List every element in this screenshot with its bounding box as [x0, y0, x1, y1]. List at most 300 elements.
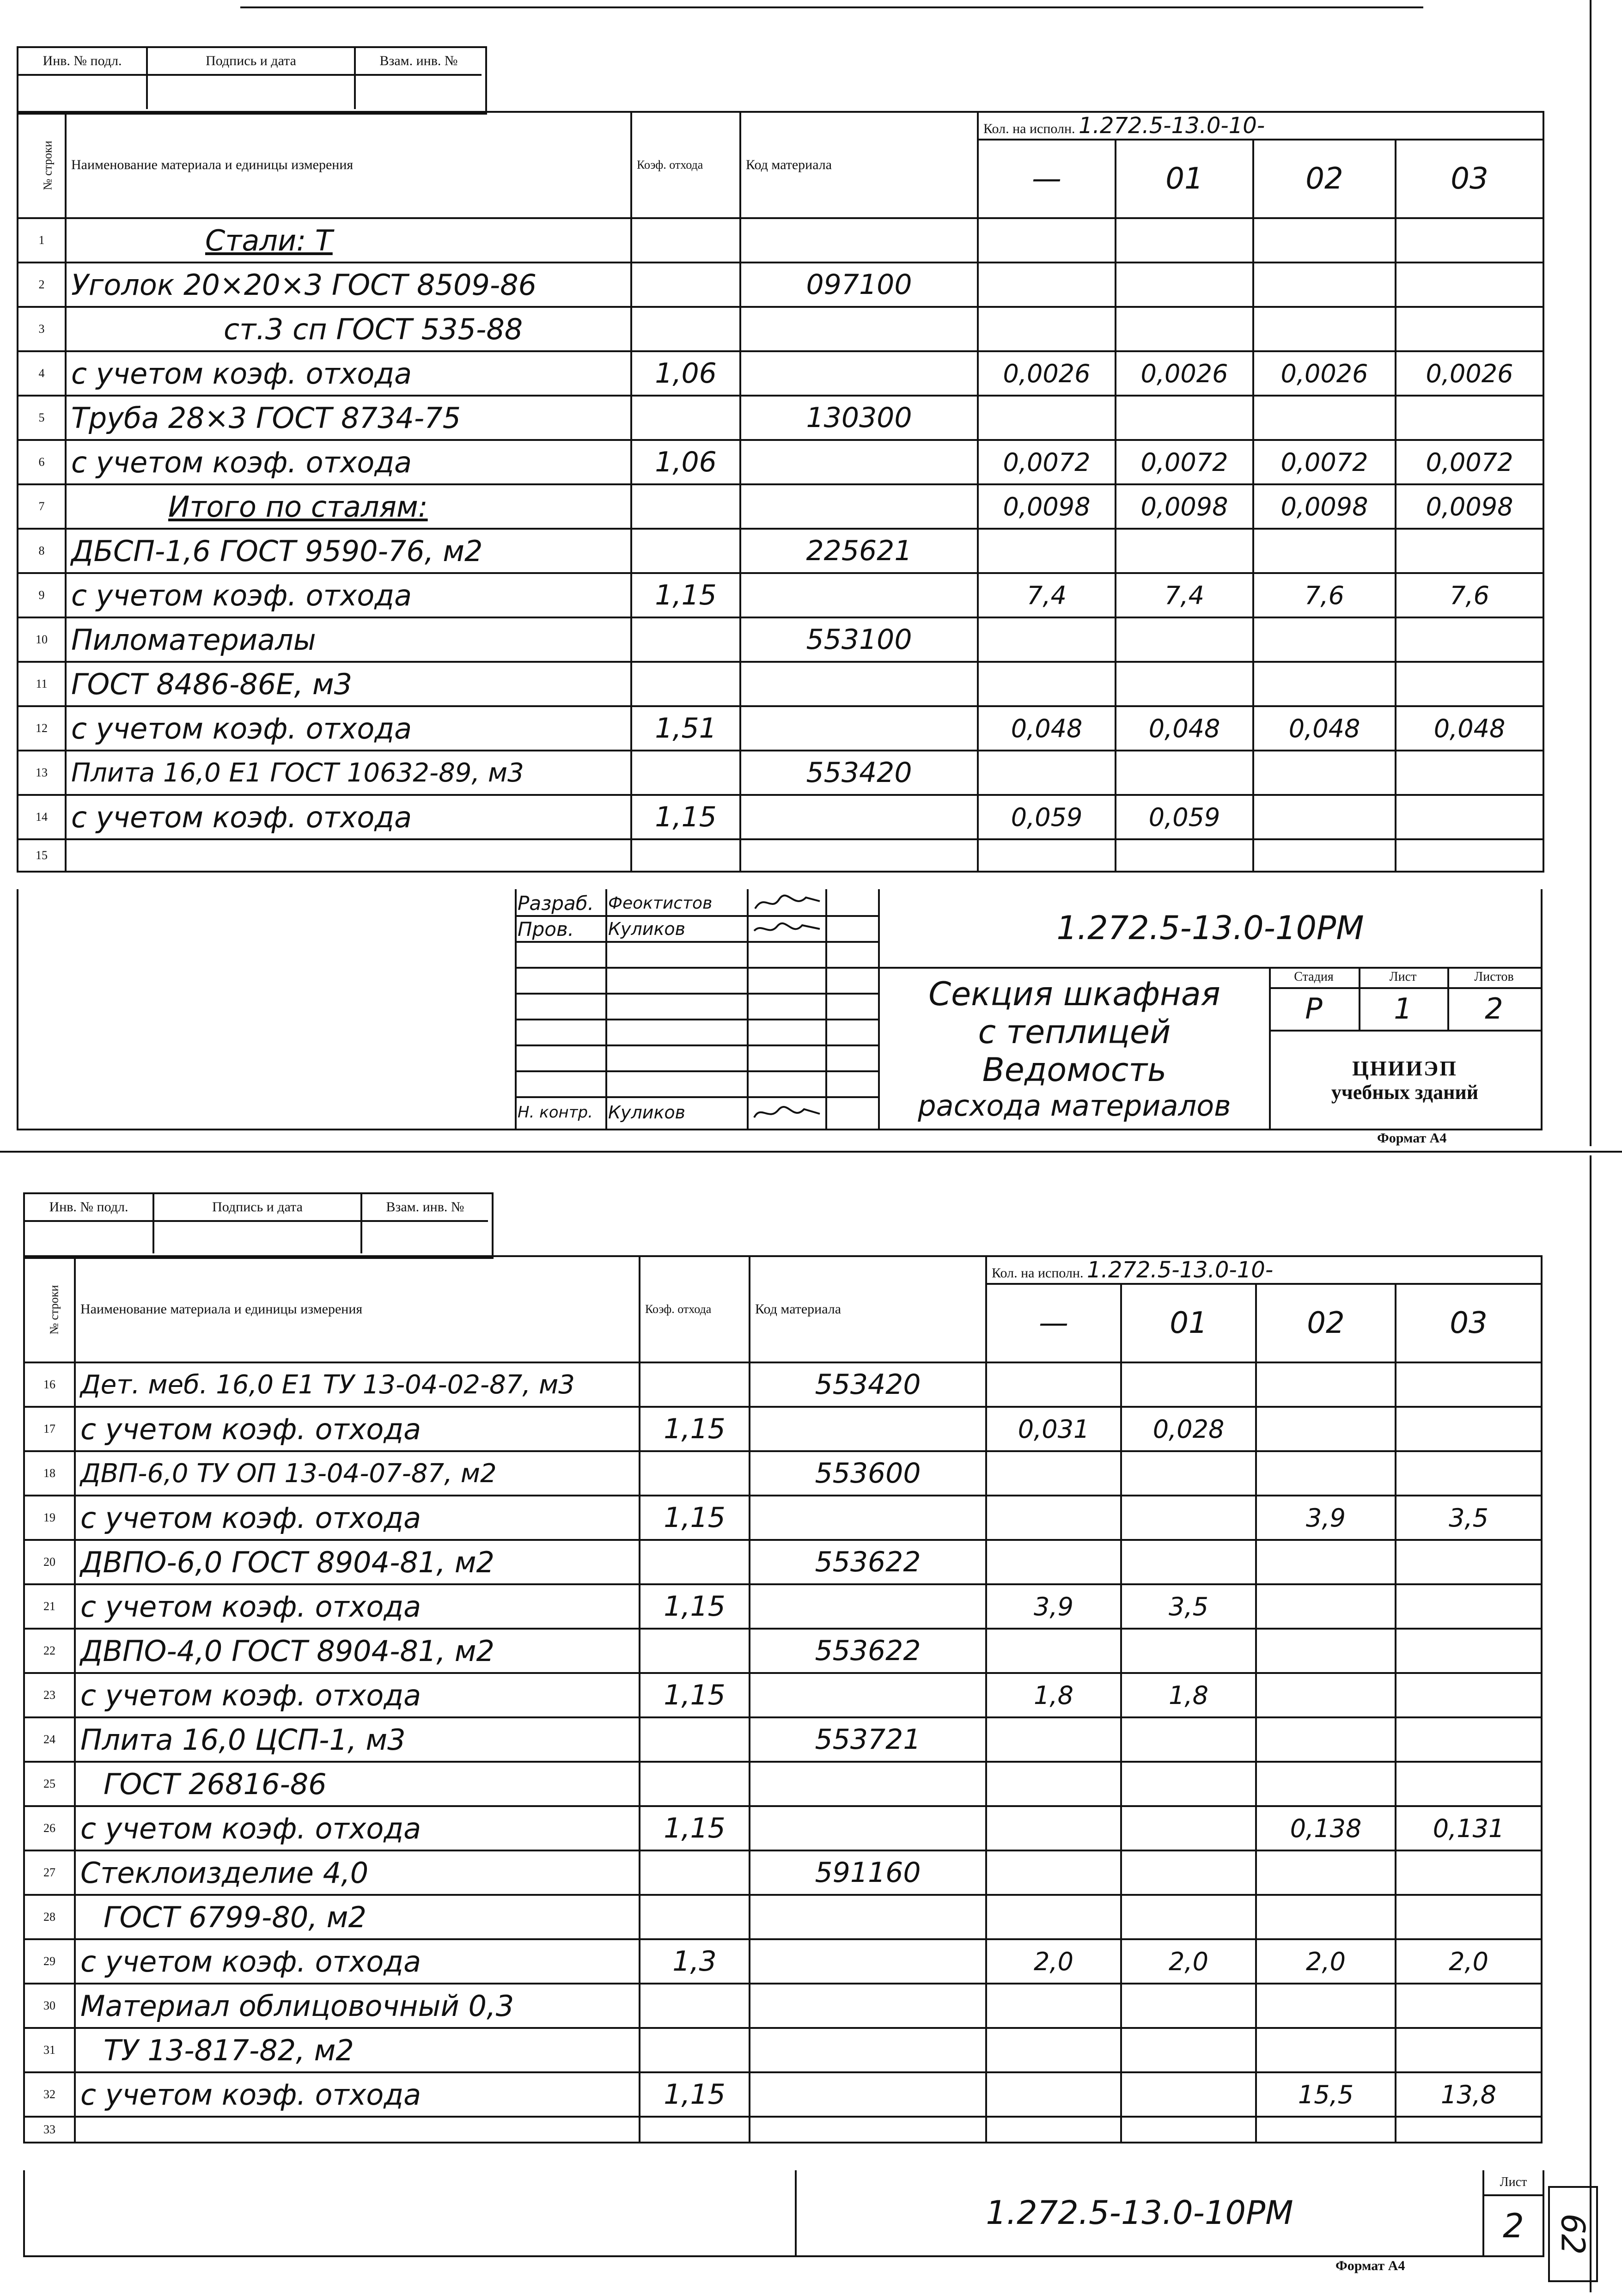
title-line-1: Секция шкафная: [928, 975, 1220, 1013]
row-value-03: [1396, 263, 1543, 307]
row-value-03: 0,0026: [1396, 351, 1543, 396]
table-row: [24, 1673, 1542, 1717]
row-value-03: 0,048: [1396, 706, 1543, 751]
row-value-base: 0,048: [978, 706, 1116, 751]
row-value-03: [1396, 617, 1543, 662]
razrab-label: Разраб.: [518, 892, 594, 915]
row-name: Труба 28×3 ГОСТ 8734-75: [66, 396, 631, 440]
row-number: 33: [24, 2117, 75, 2143]
sheet-2: [0, 1155, 1622, 2296]
stage-label: Стадия: [1294, 970, 1334, 984]
row-number: 19: [24, 1496, 75, 1540]
row-coef: [640, 2028, 750, 2072]
row-value-base: [978, 218, 1116, 263]
row-name: Плита 16,0 ЦСП-1, м3: [75, 1717, 640, 1762]
signature-block: [23, 1192, 494, 1259]
row-value-03: [1396, 529, 1543, 573]
table-row: [18, 307, 1543, 351]
row-value-base: [978, 617, 1116, 662]
row-value-01: [1116, 662, 1253, 706]
row-value-base: [986, 1806, 1121, 1850]
row-value-03: [1396, 1895, 1542, 1939]
prov-name: Куликов: [608, 919, 686, 939]
row-number: 13: [18, 751, 66, 795]
row-code: [750, 2117, 986, 2143]
row-code: [750, 2028, 986, 2072]
row-name: с учетом коэф. отхода: [66, 573, 631, 617]
row-value-02: [1256, 2028, 1396, 2072]
signature-nkontr: [750, 1100, 824, 1126]
row-coef: 1,06: [631, 440, 740, 484]
row-value-base: [978, 307, 1116, 351]
row-value-base: 0,0026: [978, 351, 1116, 396]
variant-header-base: —: [978, 140, 1116, 218]
row-coef: [631, 484, 740, 529]
row-code: [750, 1806, 986, 1850]
row-number: 4: [18, 351, 66, 396]
code-header: Код материала: [750, 1256, 986, 1362]
row-coef: 1,15: [631, 573, 740, 617]
row-code: [750, 1984, 986, 2028]
quantity-doc-code: 1.272.5-13.0-10-: [1079, 113, 1265, 139]
sheet-separator: [0, 1151, 1622, 1153]
row-value-03: [1396, 1540, 1542, 1584]
row-value-01: 2,0: [1121, 1939, 1256, 1984]
materials-table-2: [23, 1255, 1543, 2143]
row-code: [750, 1496, 986, 1540]
row-code: 591160: [750, 1850, 986, 1895]
row-coef: [640, 1540, 750, 1584]
row-value-01: 3,5: [1121, 1584, 1256, 1629]
row-value-base: [986, 2028, 1121, 2072]
top-border-line: [240, 6, 1423, 8]
row-code: 130300: [740, 396, 978, 440]
row-number: 2: [18, 263, 66, 307]
row-number: 20: [24, 1540, 75, 1584]
row-value-03: [1396, 307, 1543, 351]
row-coef: [640, 1895, 750, 1939]
doc-code-2: 1.272.5-13.0-10РМ: [986, 2194, 1293, 2232]
row-code: [740, 440, 978, 484]
row-value-base: [978, 751, 1116, 795]
row-number: 26: [24, 1806, 75, 1850]
table-row: [24, 1584, 1542, 1629]
row-number: 21: [24, 1584, 75, 1629]
row-coef: [631, 617, 740, 662]
table-row: [18, 351, 1543, 396]
row-value-03: [1396, 218, 1543, 263]
row-value-base: [986, 2072, 1121, 2117]
row-name: Плита 16,0 Е1 ГОСТ 10632-89, м3: [66, 751, 631, 795]
variant-header-03: 03: [1396, 140, 1543, 218]
row-value-base: 7,4: [978, 573, 1116, 617]
tb-divider: [605, 889, 607, 1129]
row-value-base: [986, 1850, 1121, 1895]
tb-line: [515, 993, 878, 995]
row-number-header: № строки: [18, 112, 66, 218]
tb-divider: [747, 889, 749, 1129]
row-number: 27: [24, 1850, 75, 1895]
row-code: [750, 1939, 986, 1984]
row-number: 18: [24, 1451, 75, 1496]
row-value-02: 2,0: [1256, 1939, 1396, 1984]
row-value-02: [1253, 263, 1396, 307]
row-value-01: [1116, 218, 1253, 263]
organization: [1269, 1032, 1541, 1129]
row-name: ГОСТ 26816-86: [75, 1762, 640, 1806]
row-coef: 1,51: [631, 706, 740, 751]
row-coef: 1,15: [640, 1584, 750, 1629]
row-value-base: [986, 1362, 1121, 1407]
row-value-base: 0,0098: [978, 484, 1116, 529]
row-value-base: [978, 263, 1116, 307]
row-number: 28: [24, 1895, 75, 1939]
table-row: [18, 751, 1543, 795]
table-row: [24, 1762, 1542, 1806]
page-number: 62: [1554, 2213, 1592, 2255]
row-value-03: [1396, 2117, 1542, 2143]
table-row: [24, 2072, 1542, 2117]
row-value-01: [1116, 263, 1253, 307]
row-name: [66, 839, 631, 872]
table-row: [24, 1629, 1542, 1673]
row-value-02: [1256, 1629, 1396, 1673]
row-value-base: [986, 1717, 1121, 1762]
row-coef: [631, 662, 740, 706]
row-name: Итого по сталям:: [66, 484, 631, 529]
row-value-03: [1396, 2028, 1542, 2072]
row-value-02: [1256, 1407, 1396, 1451]
table-row: [18, 706, 1543, 751]
row-value-01: [1116, 839, 1253, 872]
row-number: 17: [24, 1407, 75, 1451]
row-name: с учетом коэф. отхода: [66, 795, 631, 839]
row-code: [750, 1584, 986, 1629]
row-coef: [631, 263, 740, 307]
row-name: ДВПО-6,0 ГОСТ 8904-81, м2: [75, 1540, 640, 1584]
row-value-03: 3,5: [1396, 1496, 1542, 1540]
row-value-03: [1396, 1850, 1542, 1895]
tb-divider: [515, 889, 517, 1129]
row-value-02: [1253, 839, 1396, 872]
row-value-02: [1253, 218, 1396, 263]
row-value-01: [1121, 2028, 1256, 2072]
row-number: 30: [24, 1984, 75, 2028]
table-row: [18, 263, 1543, 307]
row-number: 23: [24, 1673, 75, 1717]
table-row: [18, 617, 1543, 662]
row-code: [740, 706, 978, 751]
code-header: Код материала: [740, 112, 978, 218]
row-coef: [631, 396, 740, 440]
row-number: 1: [18, 218, 66, 263]
row-value-03: [1396, 1584, 1542, 1629]
row-value-02: [1256, 1850, 1396, 1895]
row-coef: [631, 307, 740, 351]
row-value-base: [986, 1540, 1121, 1584]
title-block-2: [23, 2170, 1544, 2257]
row-name: [75, 2117, 640, 2143]
name-header: Наименование материала и единицы измерения: [66, 112, 631, 218]
row-number: 6: [18, 440, 66, 484]
row-number: 10: [18, 617, 66, 662]
row-value-01: 0,048: [1116, 706, 1253, 751]
table-row: [24, 1717, 1542, 1762]
row-value-03: [1396, 1629, 1542, 1673]
row-name: ДВПО-4,0 ГОСТ 8904-81, м2: [75, 1629, 640, 1673]
row-value-03: 7,6: [1396, 573, 1543, 617]
row-value-03: [1396, 795, 1543, 839]
row-value-02: [1256, 1984, 1396, 2028]
table-row: [24, 1407, 1542, 1451]
row-name: с учетом коэф. отхода: [75, 1673, 640, 1717]
name-header: Наименование материала и единицы измерения: [75, 1256, 640, 1362]
row-value-01: 0,0098: [1116, 484, 1253, 529]
row-number: 29: [24, 1939, 75, 1984]
row-coef: [640, 1850, 750, 1895]
row-code: 097100: [740, 263, 978, 307]
row-number: 8: [18, 529, 66, 573]
coef-header: Коэф. отхода: [640, 1256, 750, 1362]
row-name: с учетом коэф. отхода: [75, 1806, 640, 1850]
row-value-01: [1121, 1984, 1256, 2028]
row-value-01: [1121, 1540, 1256, 1584]
row-value-02: [1253, 662, 1396, 706]
signature-prov: [750, 917, 824, 940]
row-name: Уголок 20×20×3 ГОСТ 8509-86: [66, 263, 631, 307]
row-value-02: [1253, 795, 1396, 839]
variant-header-01: 01: [1116, 140, 1253, 218]
row-code: [740, 839, 978, 872]
document-title: [880, 969, 1269, 1129]
table-row: [24, 2028, 1542, 2072]
row-value-01: 0,0072: [1116, 440, 1253, 484]
row-value-03: [1396, 1984, 1542, 2028]
row-code: [740, 484, 978, 529]
replace-value: [362, 1222, 488, 1253]
row-code: [740, 573, 978, 617]
signature-razrab: [750, 891, 824, 914]
row-value-base: 0,031: [986, 1407, 1121, 1451]
row-value-01: [1121, 1895, 1256, 1939]
row-coef: 1,15: [640, 1496, 750, 1540]
variant-header-02: 02: [1256, 1284, 1396, 1362]
row-name: с учетом коэф. отхода: [75, 1584, 640, 1629]
table-row: [24, 1540, 1542, 1584]
row-coef: 1,15: [640, 1407, 750, 1451]
quantity-header: [978, 112, 1543, 140]
nkontr-label: Н. контр.: [518, 1103, 593, 1122]
row-coef: [640, 1717, 750, 1762]
row-value-03: [1396, 1407, 1542, 1451]
table-row: [24, 1362, 1542, 1407]
table-row: [24, 1984, 1542, 2028]
stage-value: Р: [1305, 991, 1323, 1026]
row-name: с учетом коэф. отхода: [66, 351, 631, 396]
replace-label: Взам. инв. №: [356, 48, 482, 76]
row-value-02: 3,9: [1256, 1496, 1396, 1540]
row-coef: [640, 1984, 750, 2028]
row-value-02: [1253, 396, 1396, 440]
format-label-2: Формат А4: [1335, 2258, 1405, 2273]
row-value-03: [1396, 1451, 1542, 1496]
row-value-02: [1256, 1451, 1396, 1496]
row-code: 225621: [740, 529, 978, 573]
row-value-base: [978, 529, 1116, 573]
row-value-02: [1253, 529, 1396, 573]
materials-table-1: [17, 111, 1544, 873]
variant-header-02: 02: [1253, 140, 1396, 218]
row-name: с учетом коэф. отхода: [75, 1407, 640, 1451]
nkontr-name: Куликов: [608, 1102, 686, 1123]
row-value-01: 0,028: [1121, 1407, 1256, 1451]
table-row: [24, 1496, 1542, 1540]
row-value-03: 0,131: [1396, 1806, 1542, 1850]
row-number: 14: [18, 795, 66, 839]
row-coef: [640, 1629, 750, 1673]
org-line-2: учебных зданий: [1331, 1081, 1479, 1104]
row-value-base: [986, 1496, 1121, 1540]
table-row: [18, 218, 1543, 263]
row-value-base: [978, 396, 1116, 440]
table-row: [24, 1939, 1542, 1984]
row-value-base: [986, 1984, 1121, 2028]
row-value-01: [1116, 307, 1253, 351]
row-code: [740, 218, 978, 263]
sign-label: Подпись и дата: [148, 48, 356, 76]
replace-value: [356, 76, 482, 109]
row-name: с учетом коэф. отхода: [75, 2072, 640, 2117]
table-row: [18, 795, 1543, 839]
row-value-01: [1121, 1629, 1256, 1673]
row-code: [750, 1762, 986, 1806]
table-row: [24, 1806, 1542, 1850]
row-value-03: 13,8: [1396, 2072, 1542, 2117]
row-value-02: [1256, 1673, 1396, 1717]
row-coef: 1,15: [640, 1673, 750, 1717]
tb-line: [515, 941, 878, 943]
row-value-02: 0,0026: [1253, 351, 1396, 396]
row-value-base: 0,0072: [978, 440, 1116, 484]
row-value-02: [1256, 1362, 1396, 1407]
row-code: 553622: [750, 1629, 986, 1673]
row-coef: 1,15: [640, 1806, 750, 1850]
table-row: [24, 1895, 1542, 1939]
row-value-base: [978, 839, 1116, 872]
tb-divider: [825, 889, 827, 1129]
row-value-02: [1256, 1762, 1396, 1806]
row-code: [740, 795, 978, 839]
row-value-base: [986, 1895, 1121, 1939]
row-name: ДБСП-1,6 ГОСТ 9590-76, м2: [66, 529, 631, 573]
tb-line: [515, 1019, 878, 1020]
replace-label: Взам. инв. №: [362, 1194, 488, 1222]
row-value-base: 3,9: [986, 1584, 1121, 1629]
row-value-02: [1256, 1540, 1396, 1584]
row-name: Дет. меб. 16,0 Е1 ТУ 13-04-02-87, м3: [75, 1362, 640, 1407]
row-value-03: 0,0072: [1396, 440, 1543, 484]
row-value-02: 0,0098: [1253, 484, 1396, 529]
title-line-4: расхода материалов: [918, 1088, 1231, 1123]
sheet-value-2: 2: [1503, 2206, 1524, 2245]
row-value-03: [1396, 1673, 1542, 1717]
row-value-base: 2,0: [986, 1939, 1121, 1984]
row-value-base: [986, 1629, 1121, 1673]
sheets-value: 2: [1485, 991, 1503, 1026]
row-value-02: 15,5: [1256, 2072, 1396, 2117]
row-code: 553721: [750, 1717, 986, 1762]
row-value-03: 2,0: [1396, 1939, 1542, 1984]
row-name: ГОСТ 8486-86Е, м3: [66, 662, 631, 706]
row-value-03: 0,0098: [1396, 484, 1543, 529]
variant-header-03: 03: [1396, 1284, 1542, 1362]
row-value-01: [1121, 1762, 1256, 1806]
sheet-label-2: Лист: [1500, 2175, 1527, 2189]
row-number: 9: [18, 573, 66, 617]
row-coef: 1,15: [640, 2072, 750, 2117]
sign-label: Подпись и дата: [154, 1194, 362, 1222]
row-name: с учетом коэф. отхода: [75, 1939, 640, 1984]
row-name: ТУ 13-817-82, м2: [75, 2028, 640, 2072]
right-border-line: [1590, 0, 1592, 1146]
row-code: 553420: [750, 1362, 986, 1407]
row-name: Стеклоизделие 4,0: [75, 1850, 640, 1895]
row-value-03: [1396, 662, 1543, 706]
title-line-3: Ведомость: [982, 1050, 1167, 1089]
row-coef: 1,06: [631, 351, 740, 396]
razrab-name: Феоктистов: [608, 893, 713, 913]
row-code: 553622: [750, 1540, 986, 1584]
row-value-base: [986, 1451, 1121, 1496]
table-row: [18, 440, 1543, 484]
row-value-01: [1121, 2072, 1256, 2117]
row-number: 22: [24, 1629, 75, 1673]
sheet2-rows: [24, 1362, 1542, 2143]
row-value-base: [978, 662, 1116, 706]
sheet-label: Лист: [1389, 970, 1417, 984]
tb-line: [515, 1044, 878, 1046]
quantity-header: [986, 1256, 1542, 1284]
row-number-header: № строки: [24, 1256, 75, 1362]
row-coef: 1,3: [640, 1939, 750, 1984]
inv-label: Инв. № подл.: [25, 1194, 154, 1222]
row-value-01: [1121, 1362, 1256, 1407]
row-name: Пиломатериалы: [66, 617, 631, 662]
row-coef: [631, 529, 740, 573]
tb-line: [515, 1070, 878, 1072]
row-value-01: 1,8: [1121, 1673, 1256, 1717]
format-label-1: Формат А4: [1377, 1130, 1447, 1146]
inv-value: [25, 1222, 154, 1253]
row-coef: 1,15: [631, 795, 740, 839]
quantity-label: Кол. на исполн.: [983, 121, 1075, 136]
row-value-03: [1396, 396, 1543, 440]
row-value-02: 0,0072: [1253, 440, 1396, 484]
page-number-box: [1548, 2186, 1598, 2282]
sheet1-rows: [18, 218, 1543, 872]
row-code: [740, 307, 978, 351]
row-number: 3: [18, 307, 66, 351]
row-coef: [631, 751, 740, 795]
row-value-01: 0,0026: [1116, 351, 1253, 396]
row-code: 553100: [740, 617, 978, 662]
signature-block: [17, 46, 487, 115]
row-number: 7: [18, 484, 66, 529]
row-number: 12: [18, 706, 66, 751]
row-value-02: 7,6: [1253, 573, 1396, 617]
row-value-base: 0,059: [978, 795, 1116, 839]
row-value-base: 1,8: [986, 1673, 1121, 1717]
